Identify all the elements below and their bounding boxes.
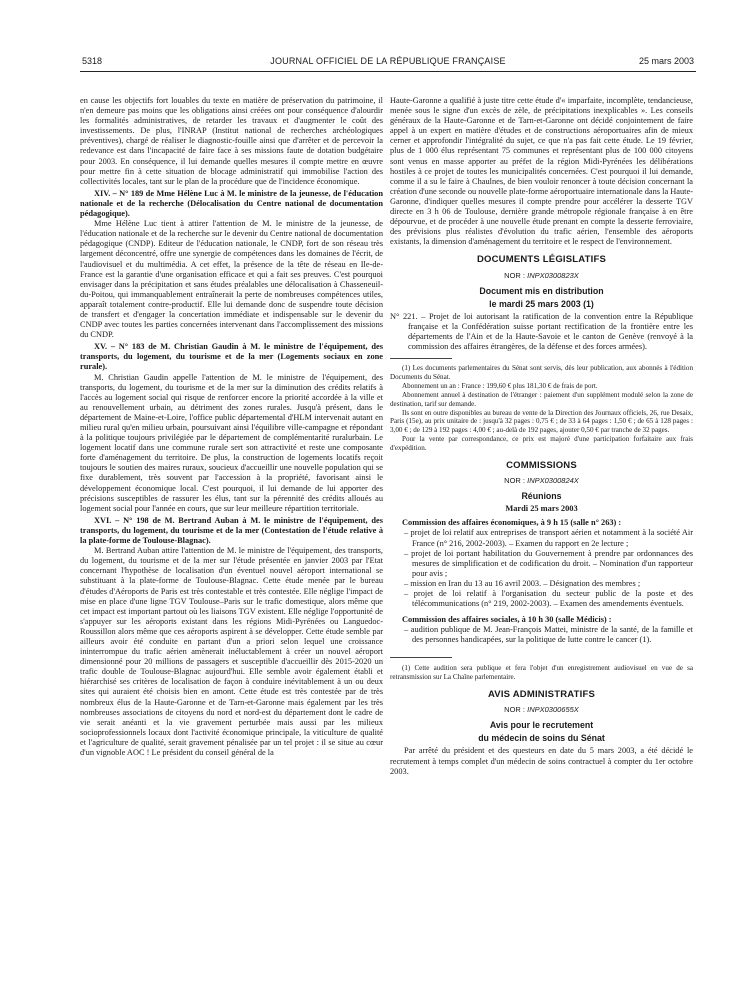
footnote: Pour la vente par correspondance, ce prix est majoré d'une participation forfaitaire aux frais d'expédition.	[390, 435, 693, 453]
agenda-item: – projet de loi portant habilitation du Gouvernement à prendre par ordonnances des mesures de simplification et de codification du droit. – Nomination d'un rapporteur pour avis ;	[404, 548, 693, 578]
footnote-rule	[390, 657, 452, 658]
document-item: N° 221. – Projet de loi autorisant la ratification de la convention entre la République française et la Confédération suisse portant rectification de la frontière entre les départements de l'Ain et de la Haute-Savoie et le canton de Genève (renvoyé à la commission des affaires étrangères, de la défense et des forces armées).	[390, 311, 693, 351]
nor-reference: NOR : INPX0300823X	[504, 270, 579, 280]
issue-date: 25 mars 2003	[638, 56, 694, 66]
footnote: Abonnement annuel à destination de l'étranger : paiement d'un supplément modulé selon la zone de destination, tarif sur demande.	[390, 390, 693, 408]
paragraph: Mme Hélène Luc tient à attirer l'attention de M. le ministre de la jeunesse, de l'éducation nationale et de la recherche sur le devenir du Centre national de documentation pédagogique (CNDP). Editeur de l'éducation nationale, le CNDP, fort de son réseau très largement déconcentré, offre une synergie de compétences dans les domaines de l'écrit, de l'audiovisuel et du multimédia. A cet effet, la présence de la tête de réseau en Ile-de-France est la garantie d'une organisation efficace et qui a fait ses preuves. C'est pourquoi envisager dans la précipitation et sans études préalables une délocalisation à Chasseneuil-du-Poitou, qui immanquablement entraînerait la perte de nombreuses compétences utiles, apparaît totalement contre-productif. Elle lui demande donc de suspendre toute décision de transfert et d'engager la concertation immédiate et indispensable sur le devenir du CNDP avec toutes les parties concernées intervenant dans l'accomplissement des missions du CNDP.	[80, 219, 383, 340]
nor-reference: NOR : INPX0300824X	[504, 476, 579, 486]
nor-reference: NOR : INPX0300655X	[504, 705, 579, 715]
paragraph: M. Christian Gaudin appelle l'attention de M. le ministre de l'équipement, des transports, du logement, du tourisme et de la mer sur la diminution des crédits relatifs à l'accès au logement social qui risque de renforcer encore la priorité accordée à la ville et au renouvellement urbain, au détriment des zones rurales. Jusqu'à présent, dans le département de Maine-et-Loire, l'office public départemental d'HLM intervenait autant en milieu rural qu'en milieu urbain, poursuivant ainsi l'équilibre ville-campagne et répondant à la politique toujours privilégiée par le département de complémentarité ruralurbain. Le logement locatif dans une commune rurale sert son attractivité et reste une composante forte d'aménagement du territoire. De plus, la construction de logements locatifs reçoit toujours le soutien des maires ruraux, soucieux d'accueillir une nouvelle population qui se fixe durablement, très souvent par l'accession à la propriété, favorisant ainsi le développement économique local. C'est pourquoi, il lui demande de lui apporter des précisions susceptibles de rassurer les élus, tant sur la pérennité des crédits alloués au logement social pour l'année en cours, que sur leur meilleure répartition territoriale.	[80, 372, 383, 513]
page-header	[82, 56, 694, 70]
question-heading: XVI. – N° 198 de M. Bertrand Auban à M. le ministre de l'équipement, des transports, du logement, du tourisme et de la mer (Contestation de l'étude relative à la plate-forme de Toulouse-Blagnac).	[80, 515, 383, 546]
agenda-item: – audition publique de M. Jean-François Mattei, ministre de la santé, de la famille et des personnes handicapées, sur la politique de lutte contre le cancer (1).	[404, 625, 693, 645]
header-rule	[80, 71, 696, 72]
paragraph: Haute-Garonne a qualifié à juste titre cette étude d'« imparfaite, incomplète, tendancieuse, menée sous le signe d'un excès de zèle, de précipitations inexplicables ». Les conseils généraux de la Haute-Garonne et de Tarn-et-Garonne ont décidé conjointement de faire appel à un expert en matière d'études et de constructions aéroportuaires afin de mieux cerner et approfondir l'intégralité du sujet, ce que n'a pas fait cette étude. Le 19 février, plus de 1 000 élus représentant 75 communes et représentant plus de 100 000 citoyens sont venus en masse apporter au préfet de la région Midi-Pyrénées les délibérations hostiles à ce projet de toutes les municipalités concernées. C'est pourquoi il lui demande, comme il a su le faire à Chaulnes, de bien vouloir renoncer à toute décision concernant la création d'une seconde ou nouvelle plate-forme aéroportuaire internationale dans la Haute-Garonne, d'indiquer quelles mesures il compte prendre pour accélérer la desserte TGV directe en 3 h 06 de Toulouse, dernière grande métropole régionale française à en être dépourvue, et de procéder à une nouvelle étude prenant en compte la desserte ferroviaire, des prévisions plus réalistes d'évolution du trafic aérien, l'ensemble des aéroports existants, la dimension d'aménagement du territoire et le respect de l'environnement.	[390, 96, 693, 247]
right-column	[390, 96, 693, 777]
question-heading: XIV. – N° 189 de Mme Hélène Luc à M. le ministre de la jeunesse, de l'éducation nationale et de la recherche (Délocalisation du Centre national de documentation pédagogique).	[80, 188, 383, 219]
paragraph: M. Bertrand Auban attire l'attention de M. le ministre de l'équipement, des transports, du logement, du tourisme et de la mer sur l'étude présentée en janvier 2003 par l'Etat concernant l'hypothèse de localisation d'un éventuel nouvel aéroport international se substituant à la plate-forme de Toulouse-Blagnac. Cette étude menée par le bureau d'études d'Aéroports de Paris est très contestable et très contestée. Elle néglige l'impact de mise en place d'une ligne TGV Toulouse–Paris sur le trafic domestique, alors même que cet impact est important partout où les liaisons TGV existent. Elle néglige l'opportunité de s'appuyer sur les aéroports existant dans les régions Midi-Pyrénées ou Languedoc-Roussillon alors même que ces aéroports aspirent à se développer. Cette étude semble par ailleurs avoir été conduite en partant d'un a priori selon lequel une croissance ininterrompue du trafic aérien amènerait inéluctablement à créer un nouvel aéroport dimensionné pour 20 millions de passagers et susceptible d'accueillir dès 2015-2020 un trafic double de Toulouse-Blagnac aujourd'hui. Elle semble avoir également établi et hiérarchisé ses critères de localisation de façon à conduire inévitablement à un ou deux sites qui auraient été choisis bien en amont. Cette étude est très contestée par de très nombreux élus de la Haute-Garonne et de Tarn-et-Garonne mais également par les très nombreuses associations de citoyens du nord et nord-est du département dont le cadre de vie serait anéanti et la vie gravement perturbée mais aussi par les milieux socioprofessionnels locaux dont l'activité économique principale, la viticulture de qualité et l'agriculture de qualité, serait gravement pénalisée par un tel projet : il se situe au cœur d'un vignoble AOC ! Le président du conseil général de la	[80, 546, 383, 757]
footnote: (1) Cette audition sera publique et fera l'objet d'un enregistrement audiovisuel en vue de sa retransmission sur La Chaîne parlementaire.	[390, 664, 693, 682]
commission-heading: Commission des affaires économiques, à 9 h 15 (salle n° 263) :	[402, 518, 622, 528]
paragraph: Par arrêté du président et des questeurs en date du 5 mars 2003, a été décidé le recrutement à temps complet d'un médecin de soins contractuel à compter du 1er octobre 2003.	[390, 746, 693, 776]
footnote: (1) Les documents parlementaires du Sénat sont servis, dès leur publication, aux abonnés à l'édition Documents du Sénat.	[390, 363, 693, 381]
commission-heading: Commission des affaires sociales, à 10 h 30 (salle Médicis) :	[402, 615, 612, 625]
footnote: Abonnement un an : France : 199,60 € plus 181,30 € de frais de port.	[402, 381, 598, 390]
left-column	[80, 96, 383, 758]
agenda-item: – projet de loi relatif à l'organisation du secteur public de la poste et des télécommunications (n° 219, 2002-2003). – Examen des amendements éventuels.	[404, 588, 693, 609]
avis-subtitle: Avis pour le recrutement	[489, 720, 594, 731]
reunion-date: Mardi 25 mars 2003	[505, 504, 578, 514]
section-title-documents-legislatifs: DOCUMENTS LÉGISLATIFS	[476, 254, 607, 266]
document-subtitle: Document mis en distribution	[479, 285, 604, 296]
agenda-item: – projet de loi relatif aux entreprises de transport aérien et notamment à la société Air France (n° 216, 2002-2003). – Examen du rapport en 2e lecture ;	[404, 528, 693, 548]
footnote-rule	[390, 358, 452, 359]
avis-subtitle: du médecin de soins du Sénat	[478, 733, 605, 744]
agenda-item: – mission en Iran du 13 au 16 avril 2003. – Désignation des membres ;	[404, 578, 641, 588]
footnote: Ils sont en outre disponibles au bureau de vente de la Direction des Journaux officiels, 26, rue Desaix, Paris (15e), au prix unitaire de : jusqu'à 32 pages : 0,75 € ; de 33 à 64 pages : 1,50 € ; de 65 à 128 pages : 3,00 € ; de 129 à 192 pages : 4,00 € ; au-delà de 192 pages, ajouter 0,50 € par tranche de 32 pages.	[390, 408, 693, 435]
reunions-title: Réunions	[521, 491, 562, 502]
section-title-commissions: COMMISSIONS	[506, 460, 577, 472]
journal-title: JOURNAL OFFICIEL DE LA RÉPUBLIQUE FRANÇAISE	[270, 56, 506, 66]
document-date: le mardi 25 mars 2003 (1)	[489, 298, 594, 309]
section-title-avis: AVIS ADMINISTRATIFS	[487, 689, 596, 701]
question-heading: XV. – N° 183 de M. Christian Gaudin à M. le ministre de l'équipement, des transports, du logement, du tourisme et de la mer (Logements sociaux en zone rurale).	[80, 342, 383, 372]
page-number: 5318	[82, 56, 103, 66]
paragraph: en cause les objectifs fort louables du texte en matière de préservation du patrimoine, il n'en demeure pas moins que les obligations ainsi créées ont pour conséquence d'alourdir les formalités administratives, de retarder les travaux et d'augmenter le coût des investissements. De plus, l'INRAP (Institut national de recherches archéologiques préventives), chargé de réaliser le diagnostic-fouille ainsi que d'arrêter et de percevoir la redevance est dans l'incapacité de faire face à ses missions faute de dotation budgétaire pour 2003. En conséquence, il lui demande quelles mesures il compte mettre en œuvre pour mettre fin à cette situation de blocage administratif qui immobilise l'action des collectivités locales, tant sur le plan de la procédure que de l'incidence économique.	[80, 96, 383, 186]
